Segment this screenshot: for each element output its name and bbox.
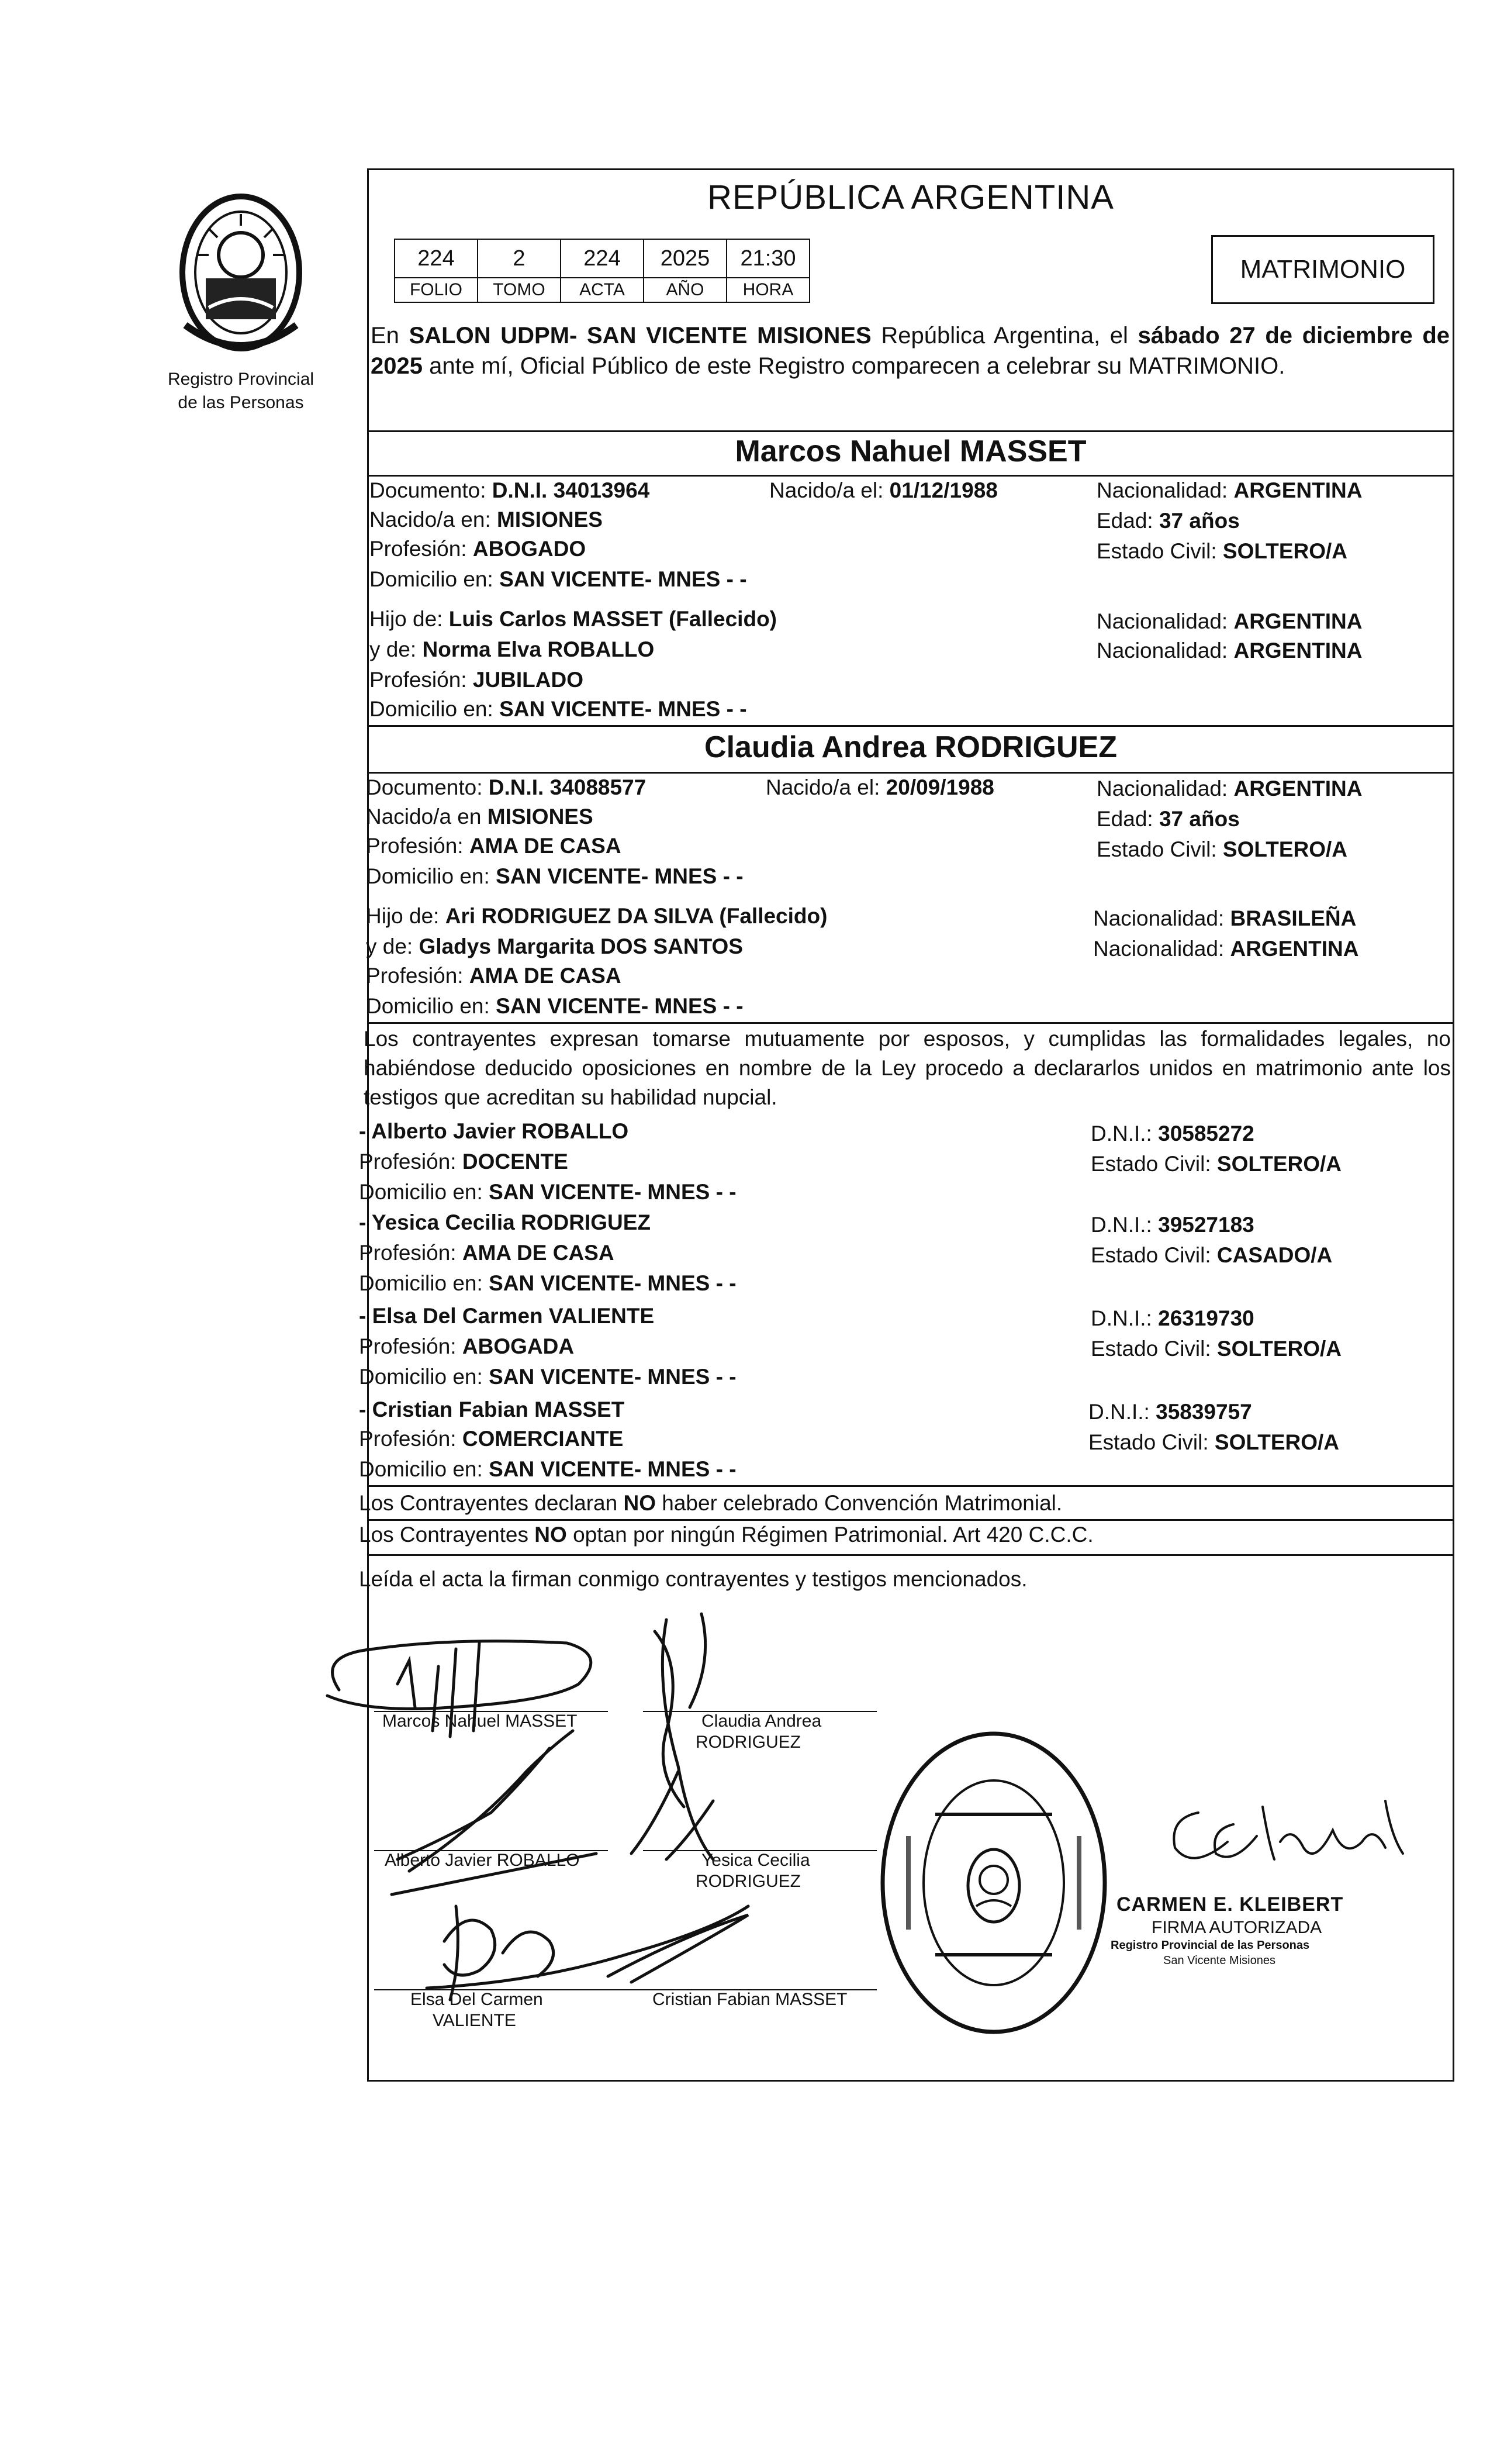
- spouse1-address: Domicilio en: SAN VICENTE- MNES - -: [369, 567, 747, 591]
- closing-text: Leída el acta la firman conmigo contrayentes y testigos mencionados.: [359, 1567, 1028, 1591]
- spouse1-civil-status: Estado Civil: SOLTERO/A: [1097, 539, 1348, 563]
- spouse1-parent-profession: Profesión: JUBILADO: [369, 668, 583, 692]
- intro-text: ante mí, Oficial Público de este Registro comparecen a celebrar su MATRIMONIO.: [422, 353, 1285, 379]
- signature-caption-claudia-1: Claudia Andrea: [701, 1711, 822, 1731]
- logo-caption-1: Registro Provincial: [167, 370, 314, 389]
- authorized-signature-icon: [1157, 1789, 1426, 1889]
- witness1-address: Domicilio en: SAN VICENTE- MNES - -: [359, 1180, 737, 1204]
- spouse1-father-nationality: Nacionalidad: ARGENTINA: [1097, 609, 1363, 633]
- spouse1-age: Edad: 37 años: [1097, 509, 1240, 533]
- hora-value: 21:30: [727, 239, 810, 278]
- spouse1-birthplace: Nacido/a en: MISIONES: [369, 508, 603, 532]
- spouse2-parent-profession: Profesión: AMA DE CASA: [366, 964, 621, 988]
- spouse2-name: Claudia Andrea RODRIGUEZ: [704, 730, 1117, 764]
- authority-role: FIRMA AUTORIZADA: [1152, 1918, 1322, 1937]
- witness1-civil-status: Estado Civil: SOLTERO/A: [1091, 1152, 1342, 1176]
- witness4-profession: Profesión: COMERCIANTE: [359, 1427, 624, 1451]
- witness3-name: - Elsa Del Carmen VALIENTE: [359, 1304, 655, 1328]
- spouse2-birthdate: Nacido/a el: 20/09/1988: [766, 775, 994, 799]
- divider: [367, 1554, 1454, 1556]
- witness2-civil-status: Estado Civil: CASADO/A: [1091, 1243, 1333, 1267]
- witness3-civil-status: Estado Civil: SOLTERO/A: [1091, 1337, 1342, 1361]
- witness2-name: - Yesica Cecilia RODRIGUEZ: [359, 1210, 651, 1234]
- divider: [367, 1485, 1454, 1487]
- signature-caption-claudia-2: RODRIGUEZ: [696, 1733, 801, 1752]
- intro-paragraph: [371, 320, 1450, 381]
- divider: [367, 725, 1454, 727]
- spouse2-father: Hijo de: Ari RODRIGUEZ DA SILVA (Fallecido): [366, 904, 828, 928]
- regime-line-2: Los Contrayentes NO optan por ningún Régimen Patrimonial. Art 420 C.C.C.: [359, 1523, 1094, 1547]
- ceremony-place: SALON UDPM- SAN VICENTE MISIONES: [409, 323, 872, 348]
- regime-line-1: Los Contrayentes declaran NO haber celebrado Convención Matrimonial.: [359, 1491, 1063, 1515]
- spouse2-address: Domicilio en: SAN VICENTE- MNES - -: [366, 864, 744, 888]
- witness1-name: - Alberto Javier ROBALLO: [359, 1119, 629, 1143]
- signature-caption-alberto: Alberto Javier ROBALLO: [385, 1851, 580, 1870]
- signature-caption-elsa-2: VALIENTE: [433, 2011, 516, 2030]
- spouse2-nationality: Nacionalidad: ARGENTINA: [1097, 777, 1363, 800]
- witness4-civil-status: Estado Civil: SOLTERO/A: [1088, 1430, 1340, 1454]
- acta-label: ACTA: [561, 278, 644, 302]
- ceremony-date: diciembre de 2025: [371, 323, 1450, 379]
- spouse2-parent-address: Domicilio en: SAN VICENTE- MNES - -: [366, 994, 744, 1018]
- witness4-address: Domicilio en: SAN VICENTE- MNES - -: [359, 1457, 737, 1481]
- spouse2-age: Edad: 37 años: [1097, 807, 1240, 831]
- handwritten-signatures-icon: [304, 1579, 924, 2035]
- witness3-profession: Profesión: ABOGADA: [359, 1334, 575, 1358]
- spouse1-nationality: Nacionalidad: ARGENTINA: [1097, 478, 1363, 502]
- acta-value: 224: [561, 239, 644, 278]
- spouse2-profession: Profesión: AMA DE CASA: [366, 834, 621, 858]
- signature-caption-elsa-1: Elsa Del Carmen: [410, 1990, 543, 2009]
- spouse1-mother-nationality: Nacionalidad: ARGENTINA: [1097, 639, 1363, 662]
- registry-logo: [165, 191, 317, 436]
- witness3-dni: D.N.I.: 26319730: [1091, 1306, 1254, 1330]
- intro-text: República Argentina, el: [871, 323, 1138, 348]
- authority-location: San Vicente Misiones: [1163, 1954, 1275, 1967]
- spouse2-civil-status: Estado Civil: SOLTERO/A: [1097, 837, 1348, 861]
- witness4-name: - Cristian Fabian MASSET: [359, 1397, 625, 1421]
- witness1-dni: D.N.I.: 30585272: [1091, 1121, 1254, 1145]
- witness4-dni: D.N.I.: 35839757: [1088, 1400, 1252, 1424]
- declaration-paragraph: Los contrayentes expresan tomarse mutuamente por esposos, y cumplidas las formalidades legales, no habiéndose deducido oposiciones en nombre de la Ley procedo a declararlos unidos en matrimonio ante los testigos que acreditan su habilidad nupcial.: [364, 1027, 1451, 1109]
- signature-caption-yesica-2: RODRIGUEZ: [696, 1872, 801, 1891]
- authority-org: Registro Provincial de las Personas: [1111, 1939, 1310, 1952]
- ceremony-date: sábado 27 de: [1138, 323, 1293, 348]
- official-stamp-icon: [871, 1719, 1116, 2047]
- ano-value: 2025: [644, 239, 727, 278]
- folio-value: 224: [395, 239, 478, 278]
- spouse1-father: Hijo de: Luis Carlos MASSET (Fallecido): [369, 607, 777, 631]
- spouse2-document: Documento: D.N.I. 34088577: [366, 775, 647, 799]
- spouse1-birthdate: Nacido/a el: 01/12/1988: [769, 478, 998, 502]
- divider: [367, 430, 1454, 432]
- divider: [367, 1022, 1454, 1024]
- hora-label: HORA: [727, 278, 810, 302]
- spouse2-father-nationality: Nacionalidad: BRASILEÑA: [1093, 906, 1357, 930]
- spouse1-mother: y de: Norma Elva ROBALLO: [369, 637, 655, 661]
- page-title: REPÚBLICA ARGENTINA: [707, 178, 1114, 216]
- folio-label: FOLIO: [395, 278, 478, 302]
- spouse2-mother-nationality: Nacionalidad: ARGENTINA: [1093, 937, 1359, 961]
- logo-caption-2: de las Personas: [178, 393, 304, 412]
- witness2-dni: D.N.I.: 39527183: [1091, 1213, 1254, 1237]
- misiones-coat-of-arms-icon: [174, 191, 308, 366]
- intro-text: En: [371, 323, 409, 348]
- witness2-profession: Profesión: AMA DE CASA: [359, 1241, 614, 1265]
- witness3-address: Domicilio en: SAN VICENTE- MNES - -: [359, 1365, 737, 1389]
- act-type-box: MATRIMONIO: [1211, 235, 1434, 304]
- spouse2-mother: y de: Gladys Margarita DOS SANTOS: [366, 934, 743, 958]
- registry-table: [394, 239, 810, 303]
- signature-caption-marcos: Marcos Nahuel MASSET: [382, 1711, 578, 1731]
- witness2-address: Domicilio en: SAN VICENTE- MNES - -: [359, 1271, 737, 1295]
- authority-name: CARMEN E. KLEIBERT: [1116, 1893, 1344, 1916]
- spouse1-document: Documento: D.N.I. 34013964: [369, 478, 650, 502]
- tomo-label: TOMO: [478, 278, 561, 302]
- spouse1-parent-address: Domicilio en: SAN VICENTE- MNES - -: [369, 697, 747, 721]
- tomo-value: 2: [478, 239, 561, 278]
- signature-caption-cristian: Cristian Fabian MASSET: [652, 1990, 848, 2009]
- spouse1-profession: Profesión: ABOGADO: [369, 537, 586, 561]
- signature-caption-yesica-1: Yesica Cecilia: [701, 1851, 810, 1870]
- spouse1-name: Marcos Nahuel MASSET: [735, 434, 1087, 468]
- witness1-profession: Profesión: DOCENTE: [359, 1150, 568, 1174]
- ano-label: AÑO: [644, 278, 727, 302]
- spouse2-birthplace: Nacido/a en MISIONES: [366, 805, 593, 829]
